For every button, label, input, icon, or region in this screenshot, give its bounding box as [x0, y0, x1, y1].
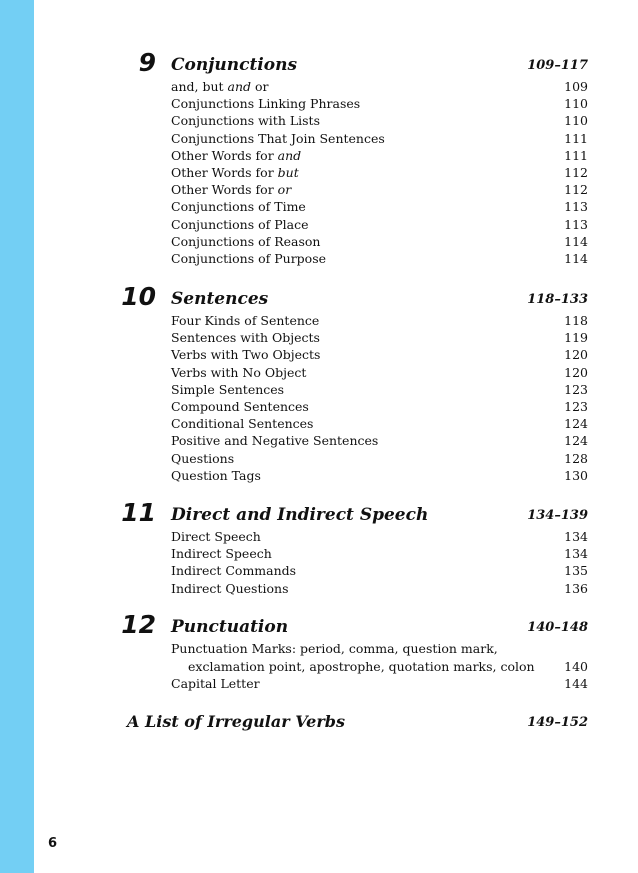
toc-entry[interactable] [171, 562, 588, 579]
entry-label: Conjunctions Linking Phrases [171, 96, 361, 112]
toc-entry[interactable] [171, 147, 588, 164]
entry-label: Conjunctions That Join Sentences [171, 130, 385, 146]
entry-label: Questions [171, 450, 235, 466]
sidebar-color-band [0, 0, 34, 873]
toc-entry[interactable] [171, 250, 588, 267]
entry-page: 113 [564, 199, 588, 215]
entry-page: 111 [564, 130, 588, 146]
chapter-title[interactable]: Sentences [171, 289, 269, 309]
entry-label: Indirect Speech [171, 546, 272, 562]
entry-page: 118 [564, 313, 588, 328]
entry-label: Compound Sentences [171, 398, 309, 414]
toc-entry[interactable] [171, 346, 588, 363]
appendix-title: A List of Irregular Verbs [127, 712, 345, 731]
chapter-number: 9 [138, 48, 156, 77]
toc-entry[interactable] [171, 545, 588, 562]
toc-entry[interactable] [171, 432, 588, 449]
chapter-page-range: 118–133 [527, 292, 588, 307]
entry-label-italic: but [277, 164, 299, 180]
entry-label: Question Tags [171, 467, 261, 483]
toc-entry[interactable] [171, 580, 588, 597]
entry-page: 110 [564, 96, 588, 112]
entry-label: Four Kinds of Sentence [171, 313, 320, 328]
entry-label [171, 164, 299, 181]
entry-label: exclamation point, apostrophe, quotation marks, colon [188, 658, 535, 674]
chapter-number: 12 [121, 610, 156, 639]
entry-page: 124 [564, 433, 588, 449]
toc-entry[interactable] [171, 112, 588, 129]
entry-page: 123 [564, 381, 588, 397]
entry-label: Direct Speech [171, 529, 261, 544]
chapter-entries [171, 78, 588, 267]
entry-label: Simple Sentences [171, 381, 285, 397]
entry-label: Positive and Negative Sentences [171, 433, 379, 449]
toc-entry[interactable] [171, 415, 588, 432]
entry-label: Conditional Sentences [171, 416, 314, 432]
entry-label-italic: and [227, 79, 252, 94]
entry-page: 120 [564, 364, 588, 380]
toc-entry[interactable] [171, 364, 588, 381]
toc-entry[interactable] [171, 78, 588, 95]
entry-label: Conjunctions of Purpose [171, 250, 327, 266]
page-number: 6 [48, 836, 58, 851]
toc-entry[interactable] [171, 181, 588, 198]
toc-entry[interactable] [171, 450, 588, 467]
entry-label-part: Other Words for [171, 164, 278, 180]
chapter-page-range: 134–139 [527, 508, 588, 523]
entry-label-part: and, but [171, 79, 228, 94]
chapter-page-range: 109–117 [527, 58, 588, 73]
toc-entry[interactable] [171, 329, 588, 346]
entry-label [171, 181, 291, 198]
entry-page: 120 [564, 347, 588, 363]
entry-label: Verbs with Two Objects [171, 347, 321, 363]
entry-label [171, 147, 301, 164]
entry-page: 111 [564, 147, 588, 163]
entry-label: Conjunctions of Place [171, 216, 309, 232]
entry-label-italic: or [277, 182, 292, 198]
entry-page: 114 [564, 233, 588, 249]
entry-label-italic: and [277, 147, 302, 163]
entry-label: Indirect Questions [171, 580, 289, 596]
entry-page: 110 [564, 113, 588, 129]
chapter-entries [171, 312, 588, 484]
entry-label: Capital Letter [171, 675, 260, 691]
toc-entry[interactable] [171, 130, 588, 147]
entry-label [171, 78, 269, 95]
entry-page: 128 [564, 450, 588, 466]
toc-entry[interactable] [171, 312, 588, 329]
entry-page: 144 [564, 675, 588, 691]
entry-page: 134 [564, 546, 588, 562]
entry-page: 135 [564, 563, 588, 579]
toc-entry[interactable] [171, 675, 588, 692]
chapter-title[interactable]: Direct and Indirect Speech [171, 505, 429, 525]
entry-label-part: Other Words for [171, 147, 278, 163]
entry-page: 123 [564, 398, 588, 414]
toc-entry[interactable] [171, 467, 588, 484]
entry-page: 130 [564, 467, 588, 483]
toc-entry[interactable] [171, 216, 588, 233]
entry-label: Conjunctions of Time [171, 199, 306, 215]
entry-label-part: Other Words for [171, 182, 278, 198]
entry-page: 136 [564, 580, 588, 596]
entry-page: 119 [564, 330, 588, 346]
toc-entry[interactable] [171, 528, 588, 545]
toc-entry[interactable] [171, 381, 588, 398]
entry-label: Verbs with No Object [171, 364, 307, 380]
toc-entry-continuation[interactable] [171, 658, 588, 675]
toc-entry[interactable] [171, 398, 588, 415]
entry-label: Sentences with Objects [171, 330, 320, 346]
chapter-entries [171, 528, 588, 597]
entry-label: Indirect Commands [171, 563, 297, 579]
entry-page: 112 [564, 182, 588, 198]
toc-entry[interactable] [171, 95, 588, 112]
entry-page: 140 [564, 658, 588, 674]
chapter-title[interactable]: Conjunctions [171, 55, 298, 75]
chapter-number: 11 [121, 498, 156, 527]
chapter-page-range: 140–148 [527, 620, 588, 635]
entry-label: Punctuation Marks: period, comma, question mark, [171, 641, 498, 656]
entry-label: Conjunctions of Reason [171, 233, 321, 249]
entry-page: 114 [564, 250, 588, 266]
toc-entry[interactable] [171, 640, 588, 658]
chapter-title[interactable]: Punctuation [171, 617, 289, 637]
entry-page: 109 [564, 79, 588, 94]
chapter-number: 10 [121, 282, 156, 311]
chapter-entries [171, 640, 588, 692]
toc-entry[interactable] [171, 164, 588, 181]
toc-entry[interactable] [171, 233, 588, 250]
toc-entry[interactable] [171, 198, 588, 215]
entry-page: 113 [564, 216, 588, 232]
entry-label-part: or [251, 79, 269, 94]
entry-page: 134 [564, 529, 588, 544]
entry-page: 112 [564, 164, 588, 180]
appendix-page-range: 149–152 [527, 715, 588, 730]
entry-label: Conjunctions with Lists [171, 113, 320, 129]
appendix-entry[interactable] [0, 711, 638, 735]
entry-page: 124 [564, 416, 588, 432]
